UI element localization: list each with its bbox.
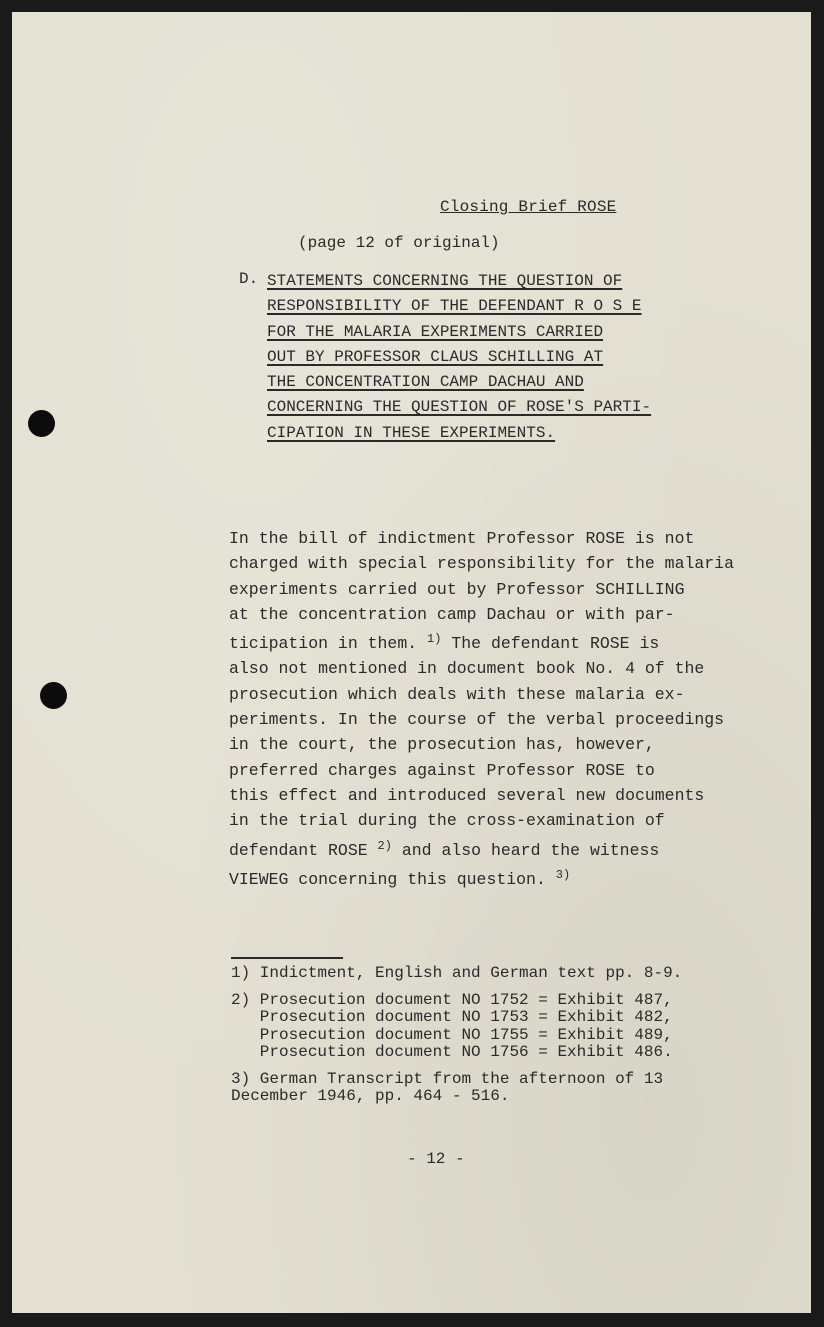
- footnote-ref-3: 3): [555, 867, 571, 882]
- footnote-3: 3) German Transcript from the afternoon of 13: [231, 1069, 664, 1088]
- document-page: [12, 12, 811, 1313]
- body-line-text: defendant ROSE: [229, 840, 368, 860]
- body-line-text: The defendant ROSE is: [451, 634, 660, 654]
- section-heading-line: STATEMENTS CONCERNING THE QUESTION OF: [267, 272, 623, 290]
- section-heading: [267, 269, 651, 446]
- punch-hole-lower: [40, 682, 67, 709]
- footnote-ref-1: 1): [427, 632, 442, 647]
- body-line-text: and also heard the witness: [401, 840, 660, 860]
- footnote-2: 2) Prosecution document NO 1752 = Exhibit 487,: [231, 990, 673, 1009]
- body-line: charged with special responsibility for the malaria: [229, 554, 734, 574]
- section-heading-line: FOR THE MALARIA EXPERIMENTS CARRIED: [267, 322, 604, 341]
- footnote-2-cont: Prosecution document NO 1755 = Exhibit 489,: [231, 1025, 673, 1044]
- section-letter: D.: [239, 270, 259, 288]
- punch-hole-upper: [28, 410, 55, 437]
- body-line: at the concentration camp Dachau or with par-: [229, 604, 675, 624]
- section-heading-line: CONCERNING THE QUESTION OF ROSE'S PARTI-: [267, 398, 652, 417]
- footnote-3-cont: December 1946, pp. 464 - 516.: [231, 1087, 510, 1105]
- original-page-note: (page 12 of original): [298, 234, 500, 252]
- body-paragraph: [229, 526, 769, 892]
- section-heading-line: RESPONSIBILITY OF THE DEFENDANT R O S E: [267, 297, 642, 316]
- section-heading-line: CIPATION IN THESE EXPERIMENTS.: [267, 423, 556, 442]
- body-line: prosecution which deals with these malaria ex-: [229, 684, 685, 704]
- footnote-ref-2: 2): [377, 838, 392, 853]
- body-line-text: ticipation in them.: [229, 634, 418, 654]
- body-line: experiments carried out by Professor SCHILLING: [229, 579, 685, 599]
- body-line: in the court, the prosecution has, however,: [229, 735, 655, 755]
- body-line: this effect and introduced several new documents: [229, 785, 705, 805]
- body-line: [229, 834, 769, 863]
- body-line: [229, 627, 769, 656]
- header-title: Closing Brief ROSE: [440, 198, 617, 216]
- body-line: also not mentioned in document book No. 4 of the: [229, 659, 705, 679]
- body-line-text: VIEWEG concerning this question.: [229, 869, 546, 889]
- footnotes: [231, 965, 682, 1106]
- footnote-divider: [231, 957, 343, 959]
- body-line: In the bill of indictment Professor ROSE is not: [229, 529, 695, 548]
- page-number: - 12 -: [407, 1150, 465, 1168]
- body-line: in the trial during the cross-examination of: [229, 811, 665, 831]
- body-line: periments. In the course of the verbal proceedings: [229, 710, 725, 730]
- footnote-2-cont: Prosecution document NO 1756 = Exhibit 486.: [231, 1043, 673, 1061]
- section-heading-line: OUT BY PROFESSOR CLAUS SCHILLING AT: [267, 347, 604, 366]
- footnote-2-cont: Prosecution document NO 1753 = Exhibit 482,: [231, 1008, 673, 1026]
- footnote-1: 1) Indictment, English and German text pp. 8-9.: [231, 964, 683, 982]
- section-heading-line: THE CONCENTRATION CAMP DACHAU AND: [267, 373, 584, 392]
- body-line: [229, 863, 769, 892]
- body-line: preferred charges against Professor ROSE to: [229, 760, 655, 780]
